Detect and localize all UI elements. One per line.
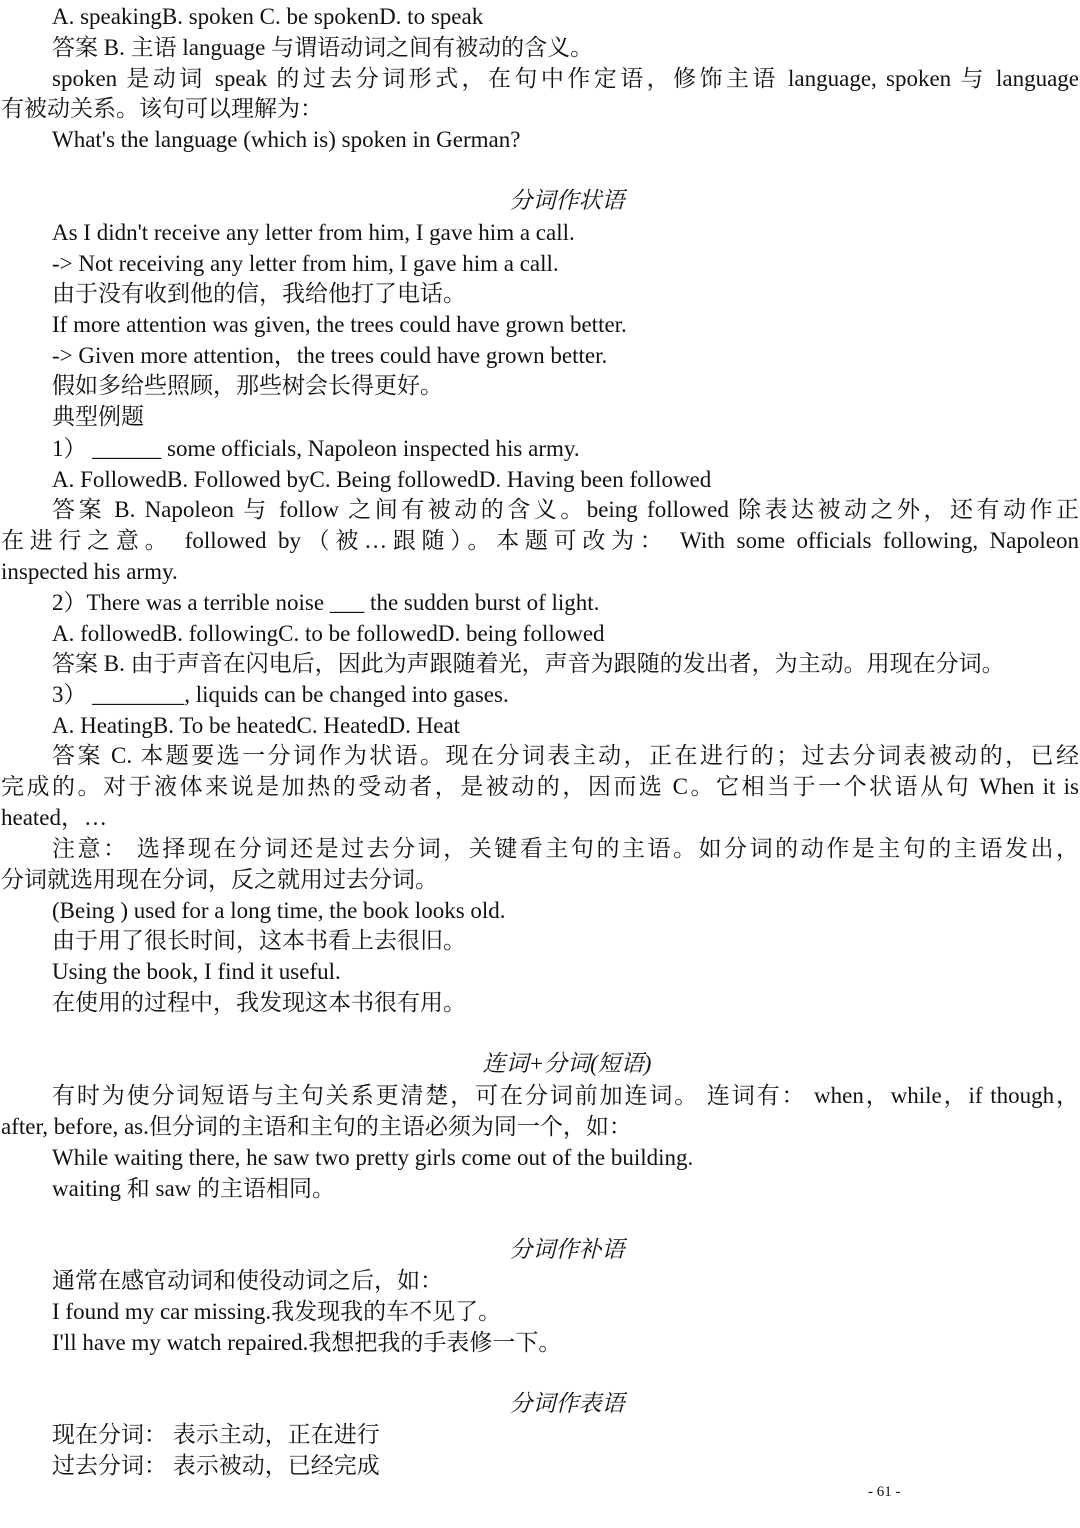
translation-text: 在使用的过程中，我发现这本书很有用。 — [52, 990, 466, 1015]
section-heading: 分词作表语 — [509, 1391, 625, 1416]
note-text: 注意： 选择现在分词还是过去分词，关键看主句的主语。如分词的动作是主句的主语发出， — [52, 836, 1079, 861]
translation-text: 由于用了很长时间，这本书看上去很旧。 — [52, 928, 466, 953]
page-number: - 61 - — [868, 1484, 901, 1500]
question-options: A. followedB. followingC. to be followedD. being followed — [52, 621, 605, 646]
explanation-text: 有被动关系。该句可以理解为： — [1, 96, 323, 121]
body-text: 通常在感官动词和使役动词之后，如： — [52, 1268, 443, 1293]
section-heading: 连词+分词(短语) — [482, 1051, 652, 1076]
example-sentence: I'll have my watch repaired.我想把我的手表修一下。 — [52, 1330, 562, 1355]
question-options: A. HeatingB. To be heatedC. HeatedD. Heat — [52, 713, 461, 738]
answer-text: 答案 B. 主语 language 与谓语动词之间有被动的含义。 — [52, 35, 594, 60]
example-sentence: While waiting there, he saw two pretty girls come out of the building. — [52, 1145, 694, 1170]
explanation-text: spoken 是动词 speak 的过去分词形式，在句中作定语，修饰主语 language, spoken 与 language — [52, 66, 1079, 91]
section-heading: 分词作补语 — [509, 1237, 625, 1262]
section-heading: 分词作状语 — [509, 188, 625, 213]
example-sentence: -> Given more attention，the trees could have grown better. — [52, 343, 608, 368]
answer-text: 答案 B. Napoleon 与 follow 之间有被动的含义。being followed 除表达被动之外，还有动作正 — [52, 497, 1079, 522]
question-text: 3） ________, liquids can be changed into gases. — [52, 682, 509, 707]
example-sentence: Using the book, I find it useful. — [52, 959, 341, 984]
example-sentence: As I didn't receive any letter from him, I gave him a call. — [52, 220, 575, 245]
translation-text: 假如多给些照顾，那些树会长得更好。 — [52, 373, 443, 398]
body-text: after, before, as.但分词的主语和主句的主语必须为同一个，如： — [1, 1114, 632, 1139]
question-text: 1） ______ some officials, Napoleon inspected his army. — [52, 436, 580, 461]
example-sentence: I found my car missing.我发现我的车不见了。 — [52, 1299, 502, 1324]
example-sentence: -> Not receiving any letter from him, I gave him a call. — [52, 251, 559, 276]
answer-text: heated，… — [1, 805, 108, 830]
question-options: A. speakingB. spoken C. be spokenD. to speak — [52, 4, 484, 29]
example-sentence: If more attention was given, the trees could have grown better. — [52, 312, 627, 337]
answer-text: 答案 B. 由于声音在闪电后，因此为声跟随着光，声音为跟随的发出者，为主动。用现在分词。 — [52, 651, 1005, 676]
answer-text: inspected his army. — [1, 559, 178, 584]
answer-text: 在进行之意。 followed by（被…跟随）。本题可改为： With some officials following, Napoleon — [1, 528, 1079, 553]
answer-text: 完成的。对于液体来说是加热的受动者，是被动的，因而选 C。它相当于一个状语从句 When it is — [1, 774, 1079, 799]
question-text: 2）There was a terrible noise ___ the sudden burst of light. — [52, 590, 600, 615]
example-sentence: (Being ) used for a long time, the book looks old. — [52, 898, 506, 923]
body-text: 有时为使分词短语与主句关系更清楚，可在分词前加连词。 连词有： when，while，if though， — [52, 1083, 1079, 1108]
note-text: 分词就选用现在分词，反之就用过去分词。 — [1, 867, 438, 892]
question-options: A. FollowedB. Followed byC. Being followedD. Having been followed — [52, 467, 712, 492]
body-text: waiting 和 saw 的主语相同。 — [52, 1176, 336, 1201]
subheading: 典型例题 — [52, 404, 144, 429]
answer-text: 答案 C. 本题要选一分词作为状语。现在分词表主动，正在进行的；过去分词表被动的，已经 — [52, 743, 1079, 768]
translation-text: 由于没有收到他的信，我给他打了电话。 — [52, 281, 466, 306]
body-text: 过去分词： 表示被动，已经完成 — [52, 1453, 380, 1478]
example-sentence: What's the language (which is) spoken in German? — [52, 127, 521, 152]
body-text: 现在分词： 表示主动，正在进行 — [52, 1422, 380, 1447]
